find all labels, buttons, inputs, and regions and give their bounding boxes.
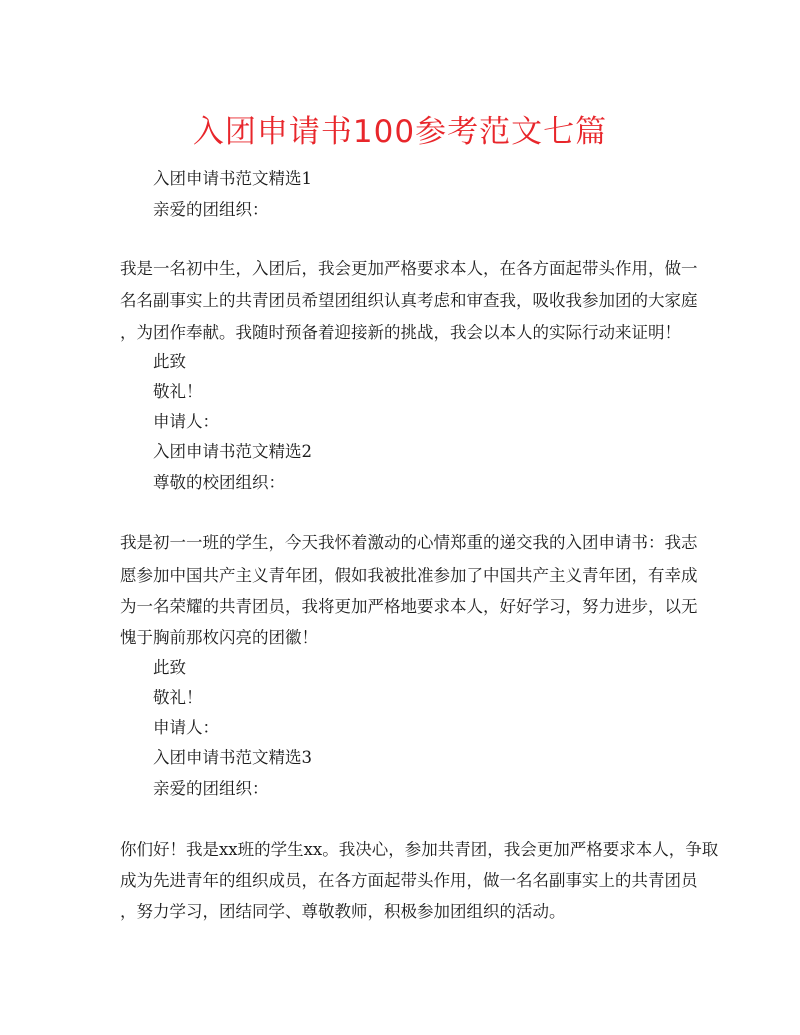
salutation: 尊敬的校团组织： — [153, 473, 285, 492]
body-line: 愧于胸前那枚闪亮的团徽！ — [120, 628, 318, 647]
section-heading: 入团申请书范文精选1 — [153, 169, 312, 188]
body-line: 愿参加中国共产主义青年团，假如我被批准参加了中国共产主义青年团，有幸成 — [120, 566, 698, 585]
closing-line: 此致 — [153, 658, 186, 677]
closing-line: 敬礼！ — [153, 688, 203, 707]
body-line: 成为先进青年的组织成员，在各方面起带头作用，做一名名副事实上的共青团员 — [120, 871, 698, 890]
body-line: 名名副事实上的共青团员希望团组织认真考虑和审查我，吸收我参加团的大家庭 — [120, 291, 698, 310]
closing-line: 敬礼！ — [153, 382, 203, 401]
signature-line: 申请人： — [153, 718, 219, 737]
section-heading: 入团申请书范文精选3 — [153, 748, 312, 767]
salutation: 亲爱的团组织： — [153, 779, 269, 798]
body-line: ，努力学习，团结同学、尊敬教师，积极参加团组织的活动。 — [120, 902, 566, 921]
signature-line: 申请人： — [153, 412, 219, 431]
body-line: 我是一名初中生，入团后，我会更加严格要求本人，在各方面起带头作用，做一 — [120, 259, 698, 278]
body-line: 为一名荣耀的共青团员，我将更加严格地要求本人，好好学习，努力进步，以无 — [120, 597, 698, 616]
salutation: 亲爱的团组织： — [153, 200, 269, 219]
body-line: 你们好！我是xx班的学生xx。我决心，参加共青团，我会更加严格要求本人，争取 — [120, 840, 719, 859]
section-heading: 入团申请书范文精选2 — [153, 442, 312, 461]
closing-line: 此致 — [153, 352, 186, 371]
document-title: 入团申请书100参考范文七篇 — [192, 114, 608, 150]
body-line: ，为团作奉献。我随时预备着迎接新的挑战，我会以本人的实际行动来证明！ — [120, 323, 681, 342]
body-line: 我是初一一班的学生，今天我怀着激动的心情郑重的递交我的入团申请书：我志 — [120, 533, 698, 552]
